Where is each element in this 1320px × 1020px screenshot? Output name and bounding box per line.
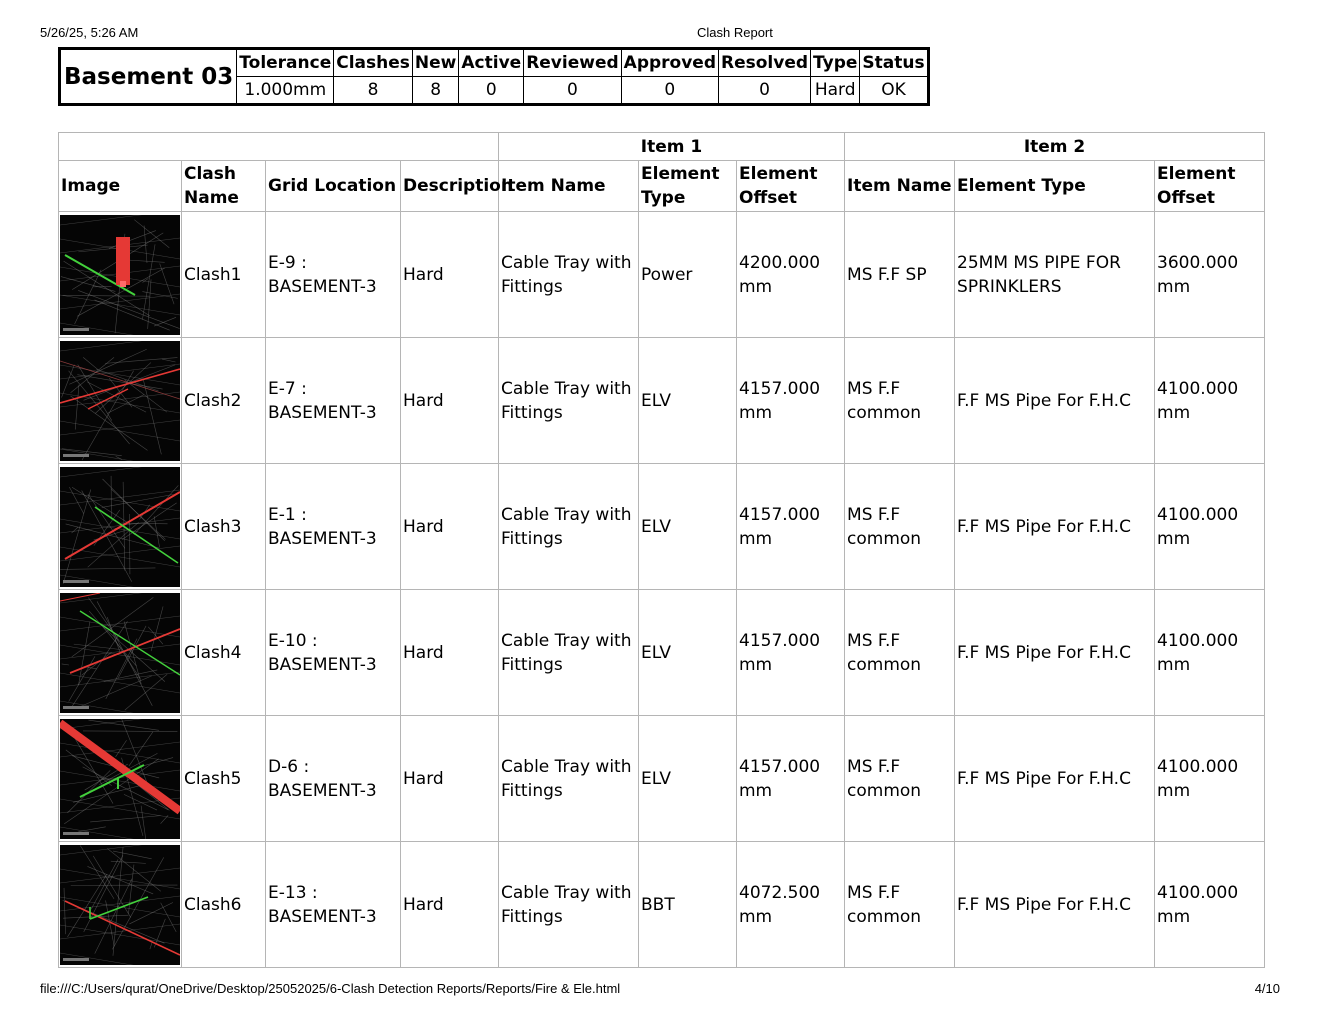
col-header-item2-element-offset: Element Offset (1155, 161, 1265, 212)
item1-element-offset-cell: 4157.000 mm (737, 716, 845, 842)
clash-table (58, 132, 1265, 968)
col-header-item2-element-type: Element Type (955, 161, 1155, 212)
description-cell: Hard (401, 590, 499, 716)
item1-name-cell: Cable Tray with Fittings (499, 590, 639, 716)
item2-element-type-cell: F.F MS Pipe For F.H.C (955, 338, 1155, 464)
col-header-clash-name: Clash Name (182, 161, 266, 212)
summary-value-resolved: 0 (719, 77, 811, 105)
item2-name-cell: MS F.F common (845, 716, 955, 842)
item2-name-cell: MS F.F common (845, 842, 955, 968)
item2-element-offset-cell: 4100.000 mm (1155, 464, 1265, 590)
table-row (59, 842, 1265, 968)
summary-header-new: New (412, 49, 458, 77)
summary-header-status: Status (860, 49, 928, 77)
clash-thumbnail-image[interactable] (60, 845, 180, 965)
item2-name-cell: MS F.F common (845, 338, 955, 464)
description-cell: Hard (401, 842, 499, 968)
summary-header-clashes: Clashes (334, 49, 413, 77)
col-header-item2-name: Item Name (845, 161, 955, 212)
test-name: Basement 03 (60, 49, 237, 105)
description-cell: Hard (401, 338, 499, 464)
item2-element-type-cell: F.F MS Pipe For F.H.C (955, 842, 1155, 968)
item1-element-type-cell: ELV (639, 338, 737, 464)
item1-element-type-cell: Power (639, 212, 737, 338)
item1-element-type-cell: ELV (639, 716, 737, 842)
clash-thumbnail-image[interactable] (60, 593, 180, 713)
summary-header-active: Active (459, 49, 524, 77)
item1-element-offset-cell: 4072.500 mm (737, 842, 845, 968)
footer-page-number: 4/10 (1254, 981, 1280, 996)
summary-header-type: Type (811, 49, 860, 77)
summary-value-clashes: 8 (334, 77, 413, 105)
clash-image-cell (59, 212, 182, 338)
grid-location-cell: E-7 : BASEMENT-3 (266, 338, 401, 464)
item1-name-cell: Cable Tray with Fittings (499, 212, 639, 338)
col-header-item1-element-type: Element Type (639, 161, 737, 212)
table-row (59, 338, 1265, 464)
item1-element-offset-cell: 4157.000 mm (737, 338, 845, 464)
group-header-item2: Item 2 (845, 133, 1265, 161)
item1-element-type-cell: BBT (639, 842, 737, 968)
item2-element-type-cell: F.F MS Pipe For F.H.C (955, 464, 1155, 590)
summary-value-active: 0 (459, 77, 524, 105)
summary-value-new: 8 (412, 77, 458, 105)
col-header-item1-element-offset: Element Offset (737, 161, 845, 212)
clash-name-cell: Clash6 (182, 842, 266, 968)
summary-header-tolerance: Tolerance (237, 49, 334, 77)
clash-name-cell: Clash2 (182, 338, 266, 464)
item2-name-cell: MS F.F SP (845, 212, 955, 338)
grid-location-cell: D-6 : BASEMENT-3 (266, 716, 401, 842)
summary-value-status: OK (860, 77, 928, 105)
group-header-item1: Item 1 (499, 133, 845, 161)
summary-value-tolerance: 1.000mm (237, 77, 334, 105)
summary-header-reviewed: Reviewed (524, 49, 621, 77)
item2-element-type-cell: F.F MS Pipe For F.H.C (955, 716, 1155, 842)
item2-element-type-cell: 25MM MS PIPE FOR SPRINKLERS (955, 212, 1155, 338)
item2-element-type-cell: F.F MS Pipe For F.H.C (955, 590, 1155, 716)
clash-name-cell: Clash1 (182, 212, 266, 338)
table-row (59, 716, 1265, 842)
item2-element-offset-cell: 4100.000 mm (1155, 590, 1265, 716)
table-row (59, 212, 1265, 338)
clash-thumbnail-image[interactable] (60, 341, 180, 461)
clash-name-cell: Clash5 (182, 716, 266, 842)
grid-location-cell: E-10 : BASEMENT-3 (266, 590, 401, 716)
clash-name-cell: Clash4 (182, 590, 266, 716)
item1-element-offset-cell: 4200.000 mm (737, 212, 845, 338)
clash-thumbnail-image[interactable] (60, 215, 180, 335)
item1-name-cell: Cable Tray with Fittings (499, 464, 639, 590)
item2-element-offset-cell: 3600.000 mm (1155, 212, 1265, 338)
summary-table (58, 47, 930, 106)
description-cell: Hard (401, 212, 499, 338)
table-row (59, 464, 1265, 590)
grid-location-cell: E-1 : BASEMENT-3 (266, 464, 401, 590)
footer-file-path: file:///C:/Users/qurat/OneDrive/Desktop/25052025/6-Clash Detection Reports/Reports/Fire & Ele.html (40, 981, 621, 996)
page-title: Clash Report (697, 25, 773, 40)
item1-name-cell: Cable Tray with Fittings (499, 716, 639, 842)
description-cell: Hard (401, 464, 499, 590)
description-cell: Hard (401, 716, 499, 842)
clash-image-cell (59, 842, 182, 968)
summary-value-approved: 0 (621, 77, 718, 105)
clash-image-cell (59, 716, 182, 842)
clash-image-cell (59, 590, 182, 716)
grid-location-cell: E-9 : BASEMENT-3 (266, 212, 401, 338)
clash-thumbnail-image[interactable] (60, 467, 180, 587)
item1-name-cell: Cable Tray with Fittings (499, 338, 639, 464)
item1-element-offset-cell: 4157.000 mm (737, 590, 845, 716)
item2-element-offset-cell: 4100.000 mm (1155, 842, 1265, 968)
item1-element-type-cell: ELV (639, 590, 737, 716)
clash-name-cell: Clash3 (182, 464, 266, 590)
summary-value-reviewed: 0 (524, 77, 621, 105)
item2-name-cell: MS F.F common (845, 464, 955, 590)
clash-thumbnail-image[interactable] (60, 719, 180, 839)
item2-element-offset-cell: 4100.000 mm (1155, 338, 1265, 464)
col-header-item1-name: Item Name (499, 161, 639, 212)
summary-header-approved: Approved (621, 49, 718, 77)
col-header-grid-location: Grid Location (266, 161, 401, 212)
col-header-description: Description (401, 161, 499, 212)
summary-header-resolved: Resolved (719, 49, 811, 77)
item1-element-type-cell: ELV (639, 464, 737, 590)
table-row (59, 590, 1265, 716)
item2-name-cell: MS F.F common (845, 590, 955, 716)
group-header-spacer (59, 133, 499, 161)
summary-value-type: Hard (811, 77, 860, 105)
print-datetime: 5/26/25, 5:26 AM (40, 25, 139, 40)
item1-name-cell: Cable Tray with Fittings (499, 842, 639, 968)
item2-element-offset-cell: 4100.000 mm (1155, 716, 1265, 842)
col-header-image: Image (59, 161, 182, 212)
grid-location-cell: E-13 : BASEMENT-3 (266, 842, 401, 968)
item1-element-offset-cell: 4157.000 mm (737, 464, 845, 590)
clash-image-cell (59, 464, 182, 590)
clash-image-cell (59, 338, 182, 464)
